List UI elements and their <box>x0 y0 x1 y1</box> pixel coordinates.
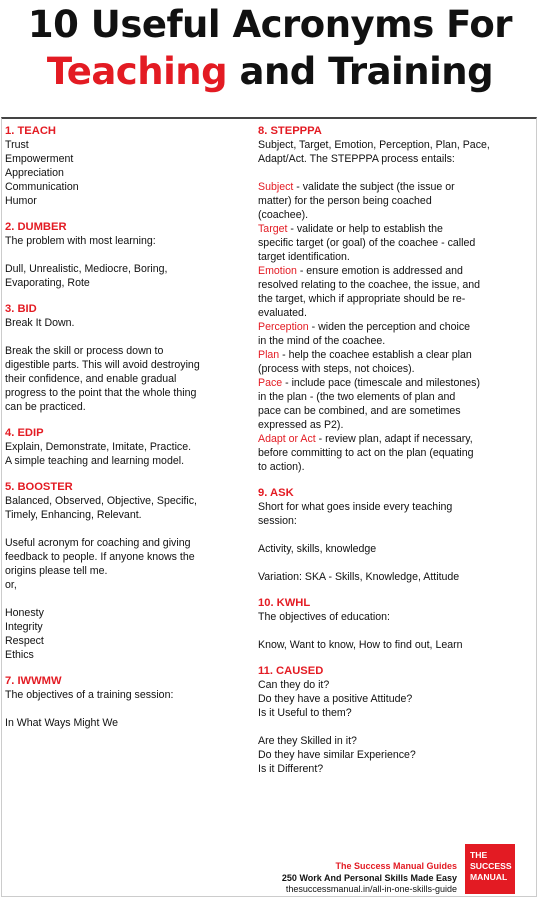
footer-url[interactable]: thesuccessmanual.in/all-in-one-skills-guide <box>285 884 457 894</box>
acronym-section <box>258 124 526 474</box>
text-line: progress to the point that the whole thing <box>5 387 197 399</box>
term-highlight: Target <box>258 223 288 235</box>
line-text: Adapt/Act. The STEPPPA process entails: <box>258 153 455 165</box>
line-text: - include pace (timescale and milestones) <box>282 377 480 389</box>
acronym-section <box>5 220 243 290</box>
text-line: The problem with most learning: <box>5 235 156 247</box>
text-line: can be practiced. <box>5 401 86 413</box>
text-line <box>258 706 526 720</box>
text-line <box>5 248 243 262</box>
line-text: - ensure emotion is addressed and <box>296 265 463 277</box>
text-line: Timely, Enhancing, Relevant. <box>5 509 142 521</box>
logo-line: THE <box>470 850 488 860</box>
text-line <box>258 762 526 776</box>
line-text: Are they Skilled in it? <box>258 735 357 747</box>
text-line: Trust <box>5 139 29 151</box>
title-line-2 <box>0 48 540 95</box>
line-text: Variation: SKA - Skills, Knowledge, Attitude <box>258 571 460 583</box>
term-highlight: Subject <box>258 181 294 193</box>
logo-line: SUCCESS <box>470 861 512 871</box>
brand-logo <box>465 844 515 894</box>
line-text: - review plan, adapt if necessary, <box>315 433 473 445</box>
footer <box>282 861 457 896</box>
line-text: Do they have a positive Attitude? <box>258 693 413 705</box>
acronym-section <box>5 674 243 730</box>
text-line <box>258 180 526 194</box>
acronym-section <box>258 596 526 652</box>
text-line <box>258 528 526 542</box>
text-line: Empowerment <box>5 153 74 165</box>
line-text: - validate the subject (the issue or <box>293 181 455 193</box>
section-title: 1. TEACH <box>5 125 56 137</box>
text-line <box>258 152 526 166</box>
text-line <box>258 678 526 692</box>
text-line <box>258 166 526 180</box>
text-line <box>258 348 526 362</box>
section-title: 3. BID <box>5 303 37 315</box>
text-line <box>258 222 526 236</box>
text-line: Ethics <box>5 649 34 661</box>
text-line <box>258 692 526 706</box>
line-text: the target, which if appropriate should be re- <box>258 293 466 305</box>
line-text: in the mind of the coachee. <box>258 335 386 347</box>
acronym-section <box>258 664 526 776</box>
text-line <box>258 306 526 320</box>
line-text: Subject, Target, Emotion, Perception, Plan, Pace, <box>258 139 490 151</box>
text-line <box>258 500 526 514</box>
text-line <box>258 334 526 348</box>
text-line: In What Ways Might We <box>5 717 119 729</box>
text-line <box>258 638 526 652</box>
section-title: 9. ASK <box>258 487 294 499</box>
section-title: 4. EDIP <box>5 427 44 439</box>
text-line: digestible parts. This will avoid destroying <box>5 359 200 371</box>
text-line <box>5 522 243 536</box>
text-line <box>258 138 526 152</box>
line-text: (coachee). <box>258 209 309 221</box>
text-line: Humor <box>5 195 37 207</box>
text-line <box>258 390 526 404</box>
acronym-section <box>5 302 243 414</box>
text-line: Respect <box>5 635 44 647</box>
text-line <box>258 542 526 556</box>
text-line <box>258 278 526 292</box>
acronym-section <box>5 480 243 662</box>
line-text: Short for what goes inside every teaching <box>258 501 453 513</box>
text-line: Honesty <box>5 607 44 619</box>
text-line <box>258 556 526 570</box>
text-line <box>258 362 526 376</box>
text-line <box>258 514 526 528</box>
text-line: Break It Down. <box>5 317 75 329</box>
term-highlight: Pace <box>258 377 283 389</box>
section-title: 5. BOOSTER <box>5 481 73 493</box>
section-title: 11. CAUSED <box>258 665 324 677</box>
text-line <box>258 610 526 624</box>
text-line: Appreciation <box>5 167 64 179</box>
term-highlight: Perception <box>258 321 309 333</box>
text-line <box>258 292 526 306</box>
text-line <box>5 592 243 606</box>
line-text: in the plan - (the two elements of plan and <box>258 391 456 403</box>
title-line-2-rest: and Training <box>227 50 494 93</box>
text-line <box>258 446 526 460</box>
page-title <box>0 0 540 95</box>
line-text: - widen the perception and choice <box>308 321 471 333</box>
logo-line: MANUAL <box>470 872 508 882</box>
term-highlight: Emotion <box>258 265 297 277</box>
line-text: to action). <box>258 461 305 473</box>
acronym-section <box>5 124 243 208</box>
text-line: A simple teaching and learning model. <box>5 455 185 467</box>
line-text: (process with steps, not choices). <box>258 363 415 375</box>
acronym-section <box>258 486 526 584</box>
text-line <box>5 330 243 344</box>
text-line <box>258 404 526 418</box>
line-text: before committing to act on the plan (equating <box>258 447 474 459</box>
text-line <box>258 194 526 208</box>
text-line: Explain, Demonstrate, Imitate, Practice. <box>5 441 192 453</box>
text-line: or, <box>5 579 17 591</box>
text-line <box>258 570 526 584</box>
text-line: Dull, Unrealistic, Mediocre, Boring, <box>5 263 168 275</box>
line-text: Is it Different? <box>258 763 324 775</box>
line-text: Activity, skills, knowledge <box>258 543 377 555</box>
term-highlight: Plan <box>258 349 280 361</box>
line-text: target identification. <box>258 251 350 263</box>
text-line <box>258 320 526 334</box>
right-column <box>258 124 526 788</box>
text-line <box>258 748 526 762</box>
text-line <box>258 264 526 278</box>
text-line: Useful acronym for coaching and giving <box>5 537 191 549</box>
line-text: resolved relating to the coachee, the issue, and <box>258 279 481 291</box>
line-text: The objectives of education: <box>258 611 390 623</box>
text-line <box>258 734 526 748</box>
text-line: feedback to people. If anyone knows the <box>5 551 195 563</box>
line-text: session: <box>258 515 297 527</box>
term-highlight: Adapt or Act <box>258 433 316 445</box>
line-text: specific target (or goal) of the coachee - called <box>258 237 476 249</box>
text-line: Integrity <box>5 621 43 633</box>
line-text: Can they do it? <box>258 679 330 691</box>
line-text: Do they have similar Experience? <box>258 749 416 761</box>
section-title: 8. STEPPPA <box>258 125 322 137</box>
line-text: Is it Useful to them? <box>258 707 352 719</box>
section-title: 2. DUMBER <box>5 221 67 233</box>
text-line <box>258 460 526 474</box>
text-line <box>258 720 526 734</box>
line-text: - help the coachee establish a clear plan <box>279 349 472 361</box>
text-line <box>258 376 526 390</box>
text-line: Evaporating, Rote <box>5 277 90 289</box>
text-line: Communication <box>5 181 79 193</box>
line-text: pace can be combined, and are sometimes <box>258 405 461 417</box>
title-highlight: Teaching <box>46 50 228 93</box>
footer-brand: The Success Manual Guides <box>335 861 457 871</box>
text-line <box>258 432 526 446</box>
line-text: Know, Want to know, How to find out, Learn <box>258 639 463 651</box>
text-line <box>258 624 526 638</box>
left-column <box>5 124 243 742</box>
text-line: The objectives of a training session: <box>5 689 174 701</box>
line-text: matter) for the person being coached <box>258 195 432 207</box>
text-line <box>258 208 526 222</box>
text-line: their confidence, and enable gradual <box>5 373 177 385</box>
title-line-1: 10 Useful Acronyms For <box>27 3 513 46</box>
section-title: 7. IWWMW <box>5 675 62 687</box>
section-title: 10. KWHL <box>258 597 311 609</box>
line-text: - validate or help to establish the <box>287 223 443 235</box>
text-line <box>258 250 526 264</box>
text-line: origins please tell me. <box>5 565 108 577</box>
text-line <box>258 418 526 432</box>
text-line: Break the skill or process down to <box>5 345 164 357</box>
line-text: expressed as P2). <box>258 419 344 431</box>
footer-tagline: 250 Work And Personal Skills Made Easy <box>281 872 457 883</box>
line-text: evaluated. <box>258 307 307 319</box>
text-line: Balanced, Observed, Objective, Specific, <box>5 495 197 507</box>
text-line <box>258 236 526 250</box>
acronym-section <box>5 426 243 468</box>
text-line <box>5 702 243 716</box>
